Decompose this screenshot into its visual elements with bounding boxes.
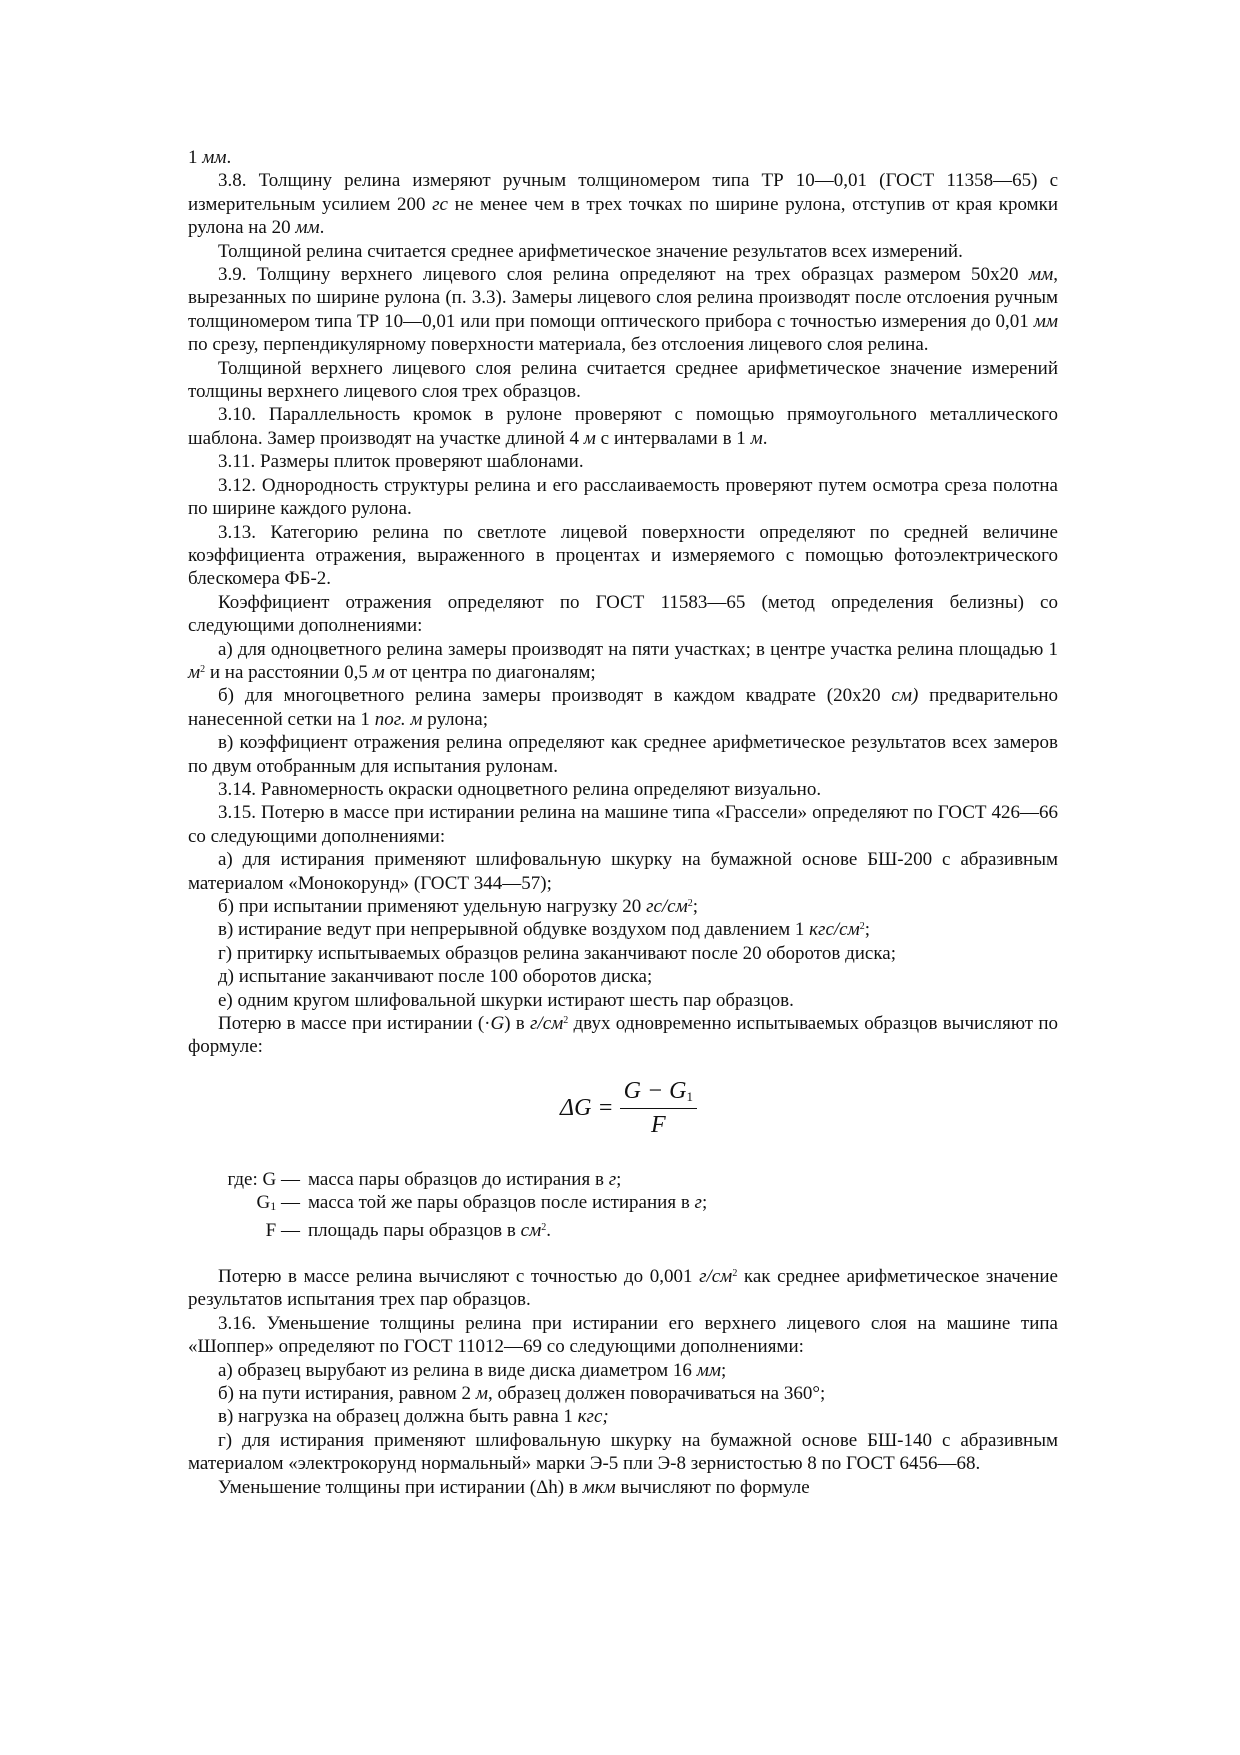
formula-fraction [620, 1078, 697, 1139]
text-run: . [319, 217, 325, 239]
paragraph [188, 638, 1058, 685]
unit-text: пог. м [374, 708, 423, 730]
formula-numerator [620, 1078, 697, 1109]
text-run: г) притирку испытываемых образцов релина заканчивают после 20 оборотов диска; [218, 942, 897, 964]
text-run: 3.14. Равномерность окраски одноцветного релина определяют визуально. [218, 778, 822, 800]
text-run: . [226, 147, 232, 168]
formula-numerator-subscript: 1 [686, 1089, 693, 1104]
legend-row-f [196, 1219, 707, 1242]
paragraph [188, 240, 1058, 263]
paragraph [188, 1429, 1058, 1476]
formula-denominator: F [650, 1112, 666, 1138]
paragraph [188, 357, 1058, 404]
text-run: Толщиной релина считается среднее арифметическое значение результатов всех измерений. [218, 240, 963, 262]
text-block-continued [188, 1265, 1058, 1499]
unit-text: мм [202, 147, 227, 168]
paragraph [188, 895, 1058, 918]
unit-text: м [188, 661, 201, 683]
text-run: Коэффициент отражения определяют по ГОСТ 11583—65 (метод определения белизны) со следующими дополнениями: [188, 591, 1058, 637]
paragraph [188, 1312, 1058, 1359]
unit-text: кгс; [577, 1406, 609, 1428]
unit-text: м [583, 427, 596, 449]
text-run: д) испытание заканчивают после 100 оборотов диска; [218, 966, 653, 988]
paragraph [188, 1405, 1058, 1428]
legend-text: площадь пары образцов в $см^2$. [308, 1219, 551, 1241]
paragraph [188, 450, 1058, 473]
text-run: г) для истирания применяют шлифовальную шкурку на бумажной основе БШ-140 с абразивным материалом «электрокорунд нормальный» марки Э-5 пли Э-8 зернистостью 8 по ГОСТ 6456—68. [188, 1429, 1058, 1475]
paragraph [188, 942, 1058, 965]
text-run: в) истирание ведут при непрерывной обдувке воздухом под давлением 1 [218, 919, 810, 941]
legend-label: где: G — [227, 1169, 300, 1190]
paragraph [188, 989, 1058, 1012]
unit-text: мм [696, 1359, 721, 1381]
text-run: с интервалами в 1 [595, 427, 751, 449]
text-run: 3.9. Толщину верхнего лицевого слоя релина определяют на трех образцах размером 50x20 [218, 264, 1029, 286]
text-run: как среднее арифметическое значение результатов испытания трех пар образцов. [188, 1266, 1058, 1311]
unit-text: см) [891, 685, 919, 707]
unit-text: м [750, 427, 763, 449]
superscript: 2 [732, 1268, 738, 1279]
legend-label: G1 — [256, 1192, 300, 1214]
text-run: вычисляют по формуле [615, 1476, 810, 1498]
legend-row-g1 [196, 1191, 707, 1218]
legend-row-g [196, 1168, 707, 1191]
text-run: 3.15. Потерю в массе при истирании релина на машине типа «Грассели» определяют по ГОСТ 426—66 со следующими дополнениями: [188, 802, 1058, 847]
paragraph [188, 403, 1058, 450]
text-run: 3.10. Параллельность кромок в рулоне проверяют с помощью прямоугольного металлического шаблона. Замер производят на участке длиной 4 [188, 404, 1058, 449]
text-block-main [188, 146, 1058, 1059]
superscript: 2 [563, 1015, 569, 1027]
paragraph [188, 1382, 1058, 1405]
paragraph [188, 965, 1058, 988]
text-run: е) одним кругом шлифовальной шкурки истирают шесть пар образцов. [218, 989, 794, 1011]
formula-delta-g [560, 1078, 697, 1139]
paragraph [188, 801, 1058, 848]
text-run: Потерю в массе релина вычисляют с точностью до 0,001 [218, 1266, 700, 1287]
unit-text: мм [295, 217, 320, 239]
unit-text: м [372, 661, 385, 683]
text-run: 3.16. Уменьшение толщины релина при истирании его верхнего лицевого слоя на машине типа «Шоппер» определяют по ГОСТ 11012—69 со следующими дополнениями: [188, 1312, 1058, 1358]
text-run: а) образец вырубают из релина в виде диска диаметром 16 [218, 1359, 697, 1381]
text-run: б) для многоцветного релина замеры производят в каждом квадрате (20x20 [218, 685, 892, 707]
text-run: от центра по диагоналям; [384, 661, 596, 683]
text-run: . [762, 427, 768, 449]
superscript: 2 [687, 898, 693, 909]
text-run: двух одновременно испытываемых образцов вычисляют по формуле: [188, 1013, 1058, 1058]
superscript: 2 [859, 921, 865, 933]
paragraph [188, 731, 1058, 778]
text-run: предварительно нанесенной сетки на 1 [188, 685, 1058, 730]
legend-text: масса той же пары образцов после истирания в г; [308, 1192, 708, 1214]
paragraph [188, 1265, 1058, 1312]
paragraph [188, 684, 1058, 731]
text-run: Толщиной верхнего лицевого слоя релина считается среднее арифметическое значение измерений толщины верхнего лицевого слоя трех образцов. [188, 357, 1058, 403]
text-run: ) в [504, 1013, 531, 1035]
paragraph [188, 918, 1058, 941]
formula-legend [196, 1168, 707, 1242]
unit-text: мм [1028, 264, 1054, 286]
paragraph [188, 848, 1058, 895]
unit-text: кгс/см [809, 919, 860, 941]
text-run: 3.12. Однородность структуры релина и его расслаиваемость проверяют путем осмотра среза полотна по ширине каждого рулона. [188, 474, 1058, 520]
unit-text: мкм [582, 1476, 616, 1498]
text-run: рулона; [422, 708, 489, 730]
text-run: Потерю в массе при истирании (· [218, 1013, 491, 1035]
paragraph [188, 591, 1058, 638]
unit-text: г/см [530, 1013, 564, 1035]
text-run: 3.11. Размеры плиток проверяют шаблонами. [218, 451, 584, 473]
superscript: 2 [200, 663, 206, 675]
paragraph [188, 1359, 1058, 1382]
text-run: б) на пути истирания, равном 2 [218, 1383, 476, 1405]
paragraph [188, 169, 1058, 239]
text-run: ; [692, 896, 699, 917]
unit-text: м [475, 1383, 488, 1405]
paragraph [188, 778, 1058, 801]
paragraph [188, 521, 1058, 591]
text-run: Уменьшение толщины при истирании (Δh) в [218, 1476, 583, 1498]
text-run: ; [864, 919, 871, 941]
unit-text: гс/см [646, 896, 688, 917]
text-run: в) коэффициент отражения релина определяют как среднее арифметическое результатов всех замеров по двум отобранным для испытания рулонам. [188, 732, 1058, 777]
paragraph [188, 263, 1058, 357]
legend-text: масса пары образцов до истирания в г; [308, 1169, 622, 1190]
text-run: ; [720, 1359, 727, 1381]
text-run: б) при испытании применяют удельную нагрузку 20 [218, 896, 647, 917]
paragraph [188, 1012, 1058, 1059]
text-run: не менее чем в трех точках по ширине рулона, отступив от края кромки рулона на 20 [188, 193, 1059, 239]
formula-numerator-text: G − G [623, 1078, 687, 1104]
legend-label: F — [265, 1219, 300, 1241]
text-run: а) для истирания применяют шлифовальную шкурку на бумажной основе БШ-200 с абразивным материалом «Монокорунд» (ГОСТ 344—57); [188, 849, 1058, 894]
text-run: , вырезанных по ширине рулона (п. 3.3). Замеры лицевого слоя релина производят после отслоения ручным толщиномером типа ТР 10—0,01 или при помощи оптического прибора с точностью измерения до 0,01 [188, 264, 1058, 332]
text-run: 3.8. Толщину релина измеряют ручным толщиномером типа ТР 10—0,01 (ГОСТ 11358—65) с измерительным усилием 200 [188, 170, 1058, 215]
unit-text: мм [1033, 310, 1058, 332]
unit-text: гс [432, 193, 448, 215]
formula-lhs: ΔG = [560, 1095, 614, 1121]
text-run: в) нагрузка на образец должна быть равна 1 [218, 1406, 578, 1428]
text-run: а) для одноцветного релина замеры производят на пяти участках; в центре участка релина площадью 1 [218, 638, 1058, 660]
paragraph [188, 474, 1058, 521]
unit-text: г/см [699, 1266, 733, 1287]
text-run: и на расстоянии 0,5 [205, 661, 373, 683]
paragraph [188, 146, 1058, 169]
text-run: 3.13. Категорию релина по светлоте лицевой поверхности определяют по средней величине коэффициента отражения, выраженного в процентах и измеряемого с помощью фотоэлектрического блескомера ФБ-2. [188, 521, 1058, 590]
text-run: по срезу, перпендикулярному поверхности материала, без отслоения лицевого слоя релина. [188, 334, 929, 356]
paragraph [188, 1476, 1058, 1499]
text-run: 1 [188, 147, 203, 168]
unit-text: G [490, 1013, 505, 1035]
text-run: , образец должен поворачиваться на 360°; [487, 1383, 826, 1405]
